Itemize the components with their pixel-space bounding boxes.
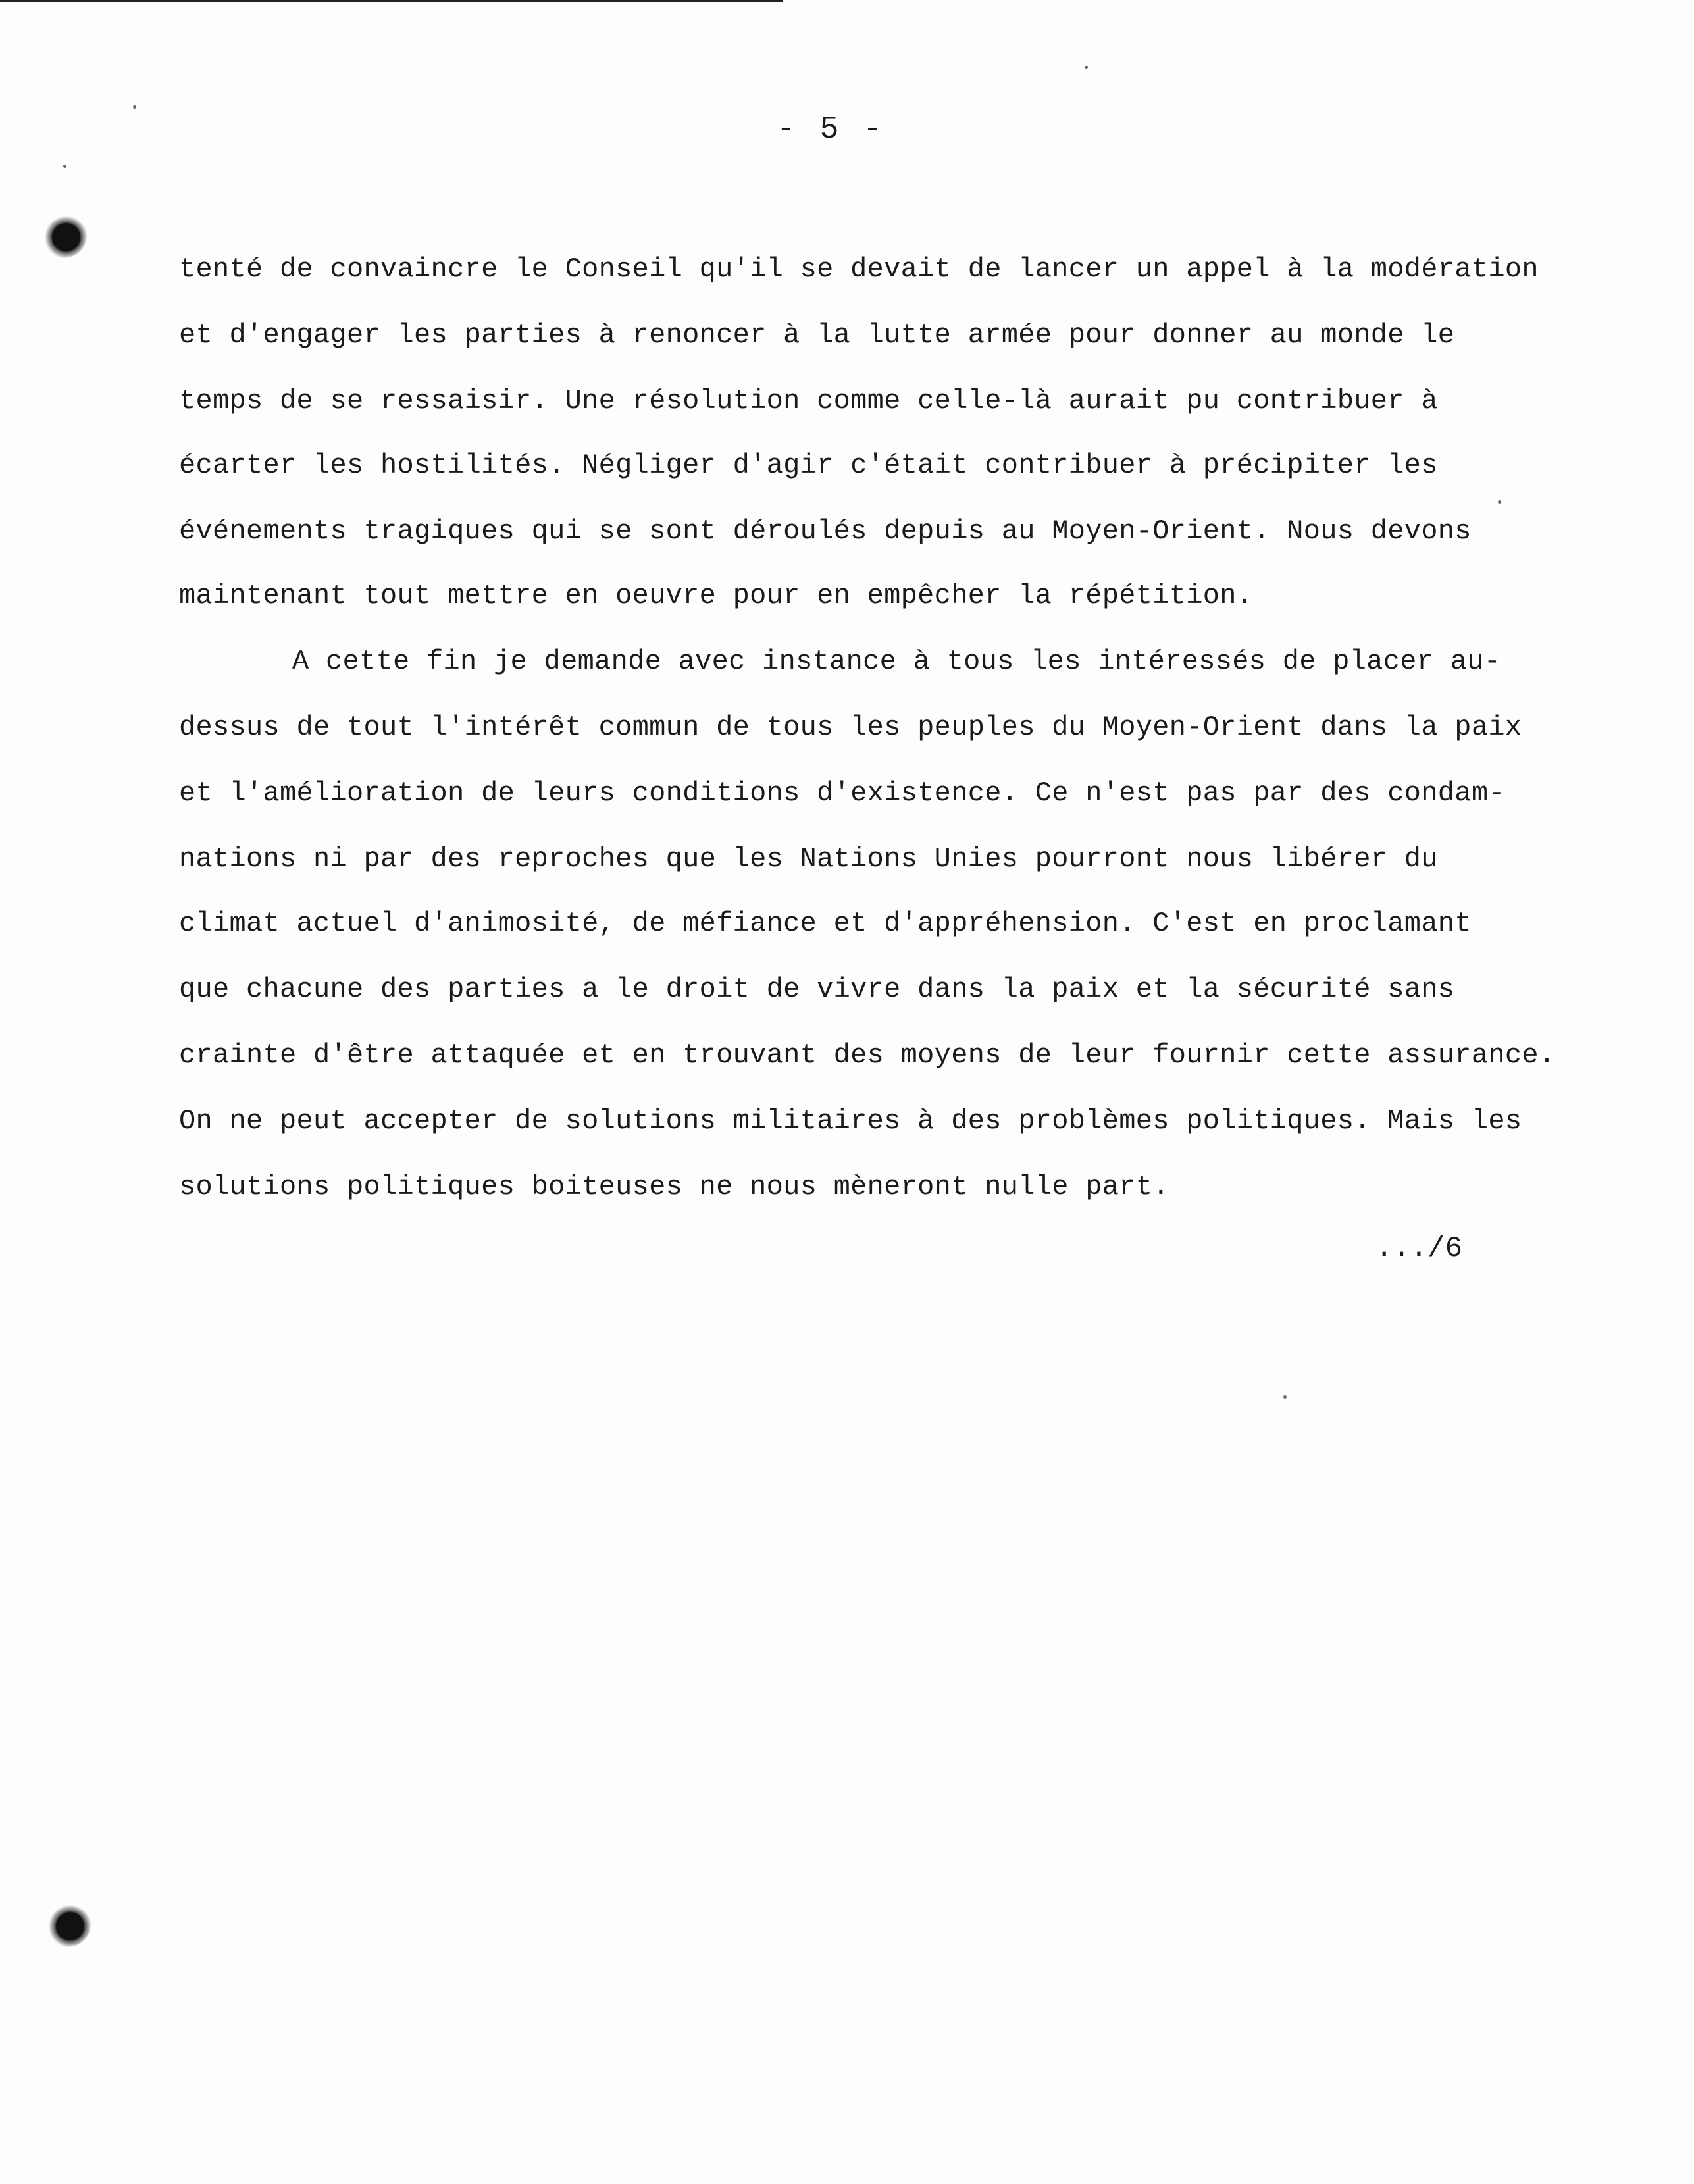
text-line: dessus de tout l'intérêt commun de tous les peuples du Moyen-Orient dans la paix: [179, 712, 1522, 743]
text-line: On ne peut accepter de solutions militaires à des problèmes politiques. Mais les: [179, 1105, 1522, 1137]
scan-speck: [63, 165, 66, 168]
top-edge-rule: [0, 0, 783, 2]
punch-hole-icon: [41, 212, 87, 258]
text-line: écarter les hostilités. Négliger d'agir c'était contribuer à précipiter les: [179, 450, 1438, 481]
scan-speck: [1498, 500, 1501, 504]
text-line: et l'amélioration de leurs conditions d'existence. Ce n'est pas par des condam-: [179, 777, 1505, 809]
scan-speck: [1085, 66, 1088, 69]
text-line: A cette fin je demande avec instance à tous les intéressés de placer au-: [292, 646, 1501, 677]
scan-speck: [1283, 1395, 1287, 1399]
text-line: nations ni par des reproches que les Nations Unies pourront nous libérer du: [179, 843, 1438, 875]
punch-hole-icon: [45, 1901, 91, 1947]
text-line: crainte d'être attaquée et en trouvant des moyens de leur fournir cette assurance.: [179, 1039, 1556, 1071]
page-number: - 5 -: [777, 112, 885, 147]
scan-speck: [133, 105, 136, 109]
text-line: solutions politiques boiteuses ne nous mèneront nulle part.: [179, 1171, 1169, 1203]
text-line: maintenant tout mettre en oeuvre pour en empêcher la répétition.: [179, 580, 1254, 611]
text-line: événements tragiques qui se sont déroulés depuis au Moyen-Orient. Nous devons: [179, 515, 1472, 547]
continuation-marker: .../6: [1375, 1232, 1463, 1265]
text-line: que chacune des parties a le droit de vivre dans la paix et la sécurité sans: [179, 974, 1455, 1005]
text-line: tenté de convaincre le Conseil qu'il se devait de lancer un appel à la modération: [179, 253, 1539, 285]
text-line: temps de se ressaisir. Une résolution comme celle-là aurait pu contribuer à: [179, 385, 1438, 417]
text-line: et d'engager les parties à renoncer à la lutte armée pour donner au monde le: [179, 319, 1455, 351]
text-line: climat actuel d'animosité, de méfiance et d'appréhension. C'est en proclamant: [179, 908, 1472, 939]
